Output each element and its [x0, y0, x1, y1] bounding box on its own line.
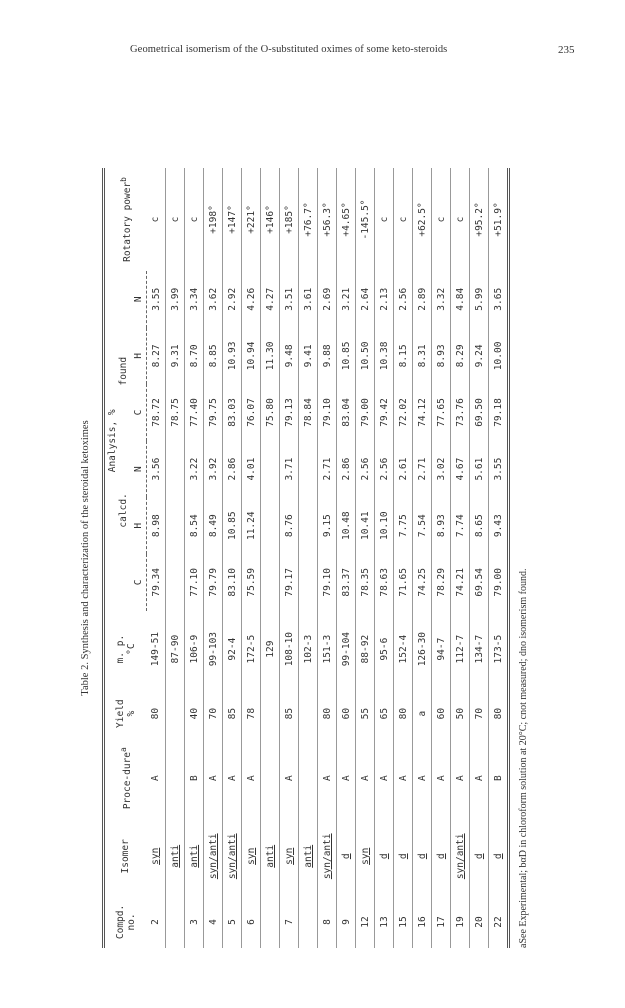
cell-proc: A — [416, 775, 428, 782]
cell-cN: 2.56 — [378, 457, 390, 481]
cell-mp: 88-92 — [359, 634, 371, 664]
cell-no: 7 — [283, 919, 295, 925]
cell-proc: A — [340, 775, 352, 782]
cell-mp: 112-7 — [454, 634, 466, 664]
cell-no: 6 — [245, 919, 257, 925]
cell-proc — [299, 740, 318, 817]
cell-cC — [299, 554, 318, 611]
table-caption: Table 2. Synthesis and characterization of the steroidal ketoximes — [80, 420, 91, 696]
cell-mp: 99-104 — [340, 631, 352, 667]
cell-no: 20 — [473, 916, 485, 928]
cell-cH: 10.85 — [226, 511, 238, 541]
cell-fN: 2.69 — [321, 287, 333, 311]
cell-cN: 2.71 — [321, 457, 333, 481]
cell-cH: 8.93 — [435, 514, 447, 538]
header-calcd-c: C — [131, 554, 147, 611]
cell-cN — [166, 441, 185, 498]
cell-mp: 87-90 — [166, 611, 185, 688]
cell-no: 12 — [359, 916, 371, 928]
cell-fH: 8.15 — [397, 344, 409, 368]
cell-cC: 74.25 — [416, 568, 428, 597]
cell-yield: a — [416, 710, 428, 717]
cell-cN: 3.92 — [207, 457, 219, 481]
cell-isomer: d — [378, 853, 390, 860]
cell-cN: 3.55 — [492, 457, 504, 481]
cell-cC — [261, 554, 280, 611]
cell-fN: 3.99 — [166, 271, 185, 328]
cell-fH: 8.70 — [188, 344, 200, 368]
cell-cC: 79.00 — [492, 568, 504, 597]
cell-mp: 126-30 — [416, 631, 428, 667]
cell-yield: 85 — [226, 707, 238, 720]
cell-fN: 2.13 — [378, 287, 390, 311]
table-row — [337, 168, 356, 948]
cell-no: 4 — [207, 919, 219, 925]
table-row — [451, 168, 470, 948]
cell-cH: 7.54 — [416, 514, 428, 538]
cell-proc: A — [245, 775, 257, 782]
cell-cN — [299, 441, 318, 498]
cell-cH: 7.75 — [397, 514, 409, 538]
cell-fH: 8.93 — [435, 344, 447, 368]
cell-fC: 72.02 — [397, 398, 409, 427]
cell-yield: 40 — [188, 707, 200, 720]
cell-fH: 10.50 — [359, 341, 371, 371]
table-row — [413, 168, 432, 948]
cell-mp: 106-9 — [188, 634, 200, 664]
rotated-table-block — [80, 168, 550, 948]
table-row — [242, 168, 261, 948]
cell-fN: 2.64 — [359, 287, 371, 311]
cell-yield: 70 — [207, 707, 219, 720]
header-calcd-h: H — [131, 497, 147, 554]
cell-yield: 80 — [397, 707, 409, 720]
cell-rot: +62.5° — [416, 202, 428, 237]
cell-cC: 79.34 — [150, 568, 162, 597]
cell-cC: 77.10 — [188, 568, 200, 597]
header-mp: m. p. °C — [114, 634, 137, 664]
cell-fN: 3.62 — [207, 287, 219, 311]
cell-mp: 152-4 — [397, 634, 409, 664]
cell-no: 9 — [340, 919, 352, 925]
cell-fN: 2.56 — [397, 287, 409, 311]
cell-fC: 77.40 — [188, 398, 200, 427]
cell-fH: 10.93 — [226, 341, 238, 371]
cell-isomer: d — [473, 853, 485, 860]
table-row — [432, 168, 451, 948]
cell-rot: +95.2° — [473, 202, 485, 237]
cell-fC: 83.03 — [226, 398, 238, 427]
cell-fH: 10.94 — [245, 341, 257, 371]
header-found-c: C — [131, 384, 147, 441]
cell-fH: 10.85 — [340, 341, 352, 371]
cell-fC: 77.65 — [435, 398, 447, 427]
cell-no: 15 — [397, 916, 409, 928]
cell-no: 5 — [226, 919, 238, 925]
cell-rot: c — [166, 168, 185, 271]
cell-mp: 149-51 — [150, 631, 162, 667]
table-footnote: aSee Experimental; bαD in chloroform solution at 20°C; cnot measured; dno isomerism found. — [518, 568, 529, 948]
cell-mp: 134-7 — [473, 634, 485, 664]
cell-cC: 79.10 — [321, 568, 333, 597]
cell-cC: 78.63 — [378, 568, 390, 597]
cell-cC — [166, 554, 185, 611]
cell-yield: 50 — [454, 707, 466, 720]
cell-proc: A — [378, 775, 390, 782]
cell-no: 8 — [321, 919, 333, 925]
cell-yield: 65 — [378, 707, 390, 720]
table-row — [185, 168, 204, 948]
cell-fC: 79.13 — [283, 398, 295, 427]
cell-cN: 2.71 — [416, 457, 428, 481]
cell-isomer: syn — [150, 847, 162, 865]
cell-cH: 10.10 — [378, 511, 390, 541]
cell-cH: 10.48 — [340, 511, 352, 541]
cell-fN: 3.61 — [299, 271, 318, 328]
cell-proc: A — [207, 775, 219, 782]
cell-cN: 2.61 — [397, 457, 409, 481]
cell-isomer: d — [397, 853, 409, 860]
cell-fC: 79.10 — [321, 398, 333, 427]
cell-mp: 94-7 — [435, 637, 447, 661]
cell-cN: 5.61 — [473, 457, 485, 481]
cell-cN: 3.71 — [283, 457, 295, 481]
cell-cC: 78.29 — [435, 568, 447, 597]
cell-no: 17 — [435, 916, 447, 928]
cell-cC: 71.65 — [397, 568, 409, 597]
page-number: 235 — [558, 44, 575, 56]
cell-no: 3 — [188, 919, 200, 925]
cell-cC: 83.10 — [226, 568, 238, 597]
cell-cN: 3.22 — [188, 457, 200, 481]
table-row — [299, 168, 318, 948]
table-row — [470, 168, 489, 948]
header-procedure: Proce-dure$^a$ — [118, 747, 133, 810]
cell-cN — [261, 441, 280, 498]
cell-fN: 4.27 — [261, 271, 280, 328]
cell-rot: +146° — [261, 168, 280, 271]
cell-cN: 2.86 — [340, 457, 352, 481]
cell-fH: 8.31 — [416, 344, 428, 368]
cell-fC: 75.80 — [261, 384, 280, 441]
table-row — [204, 168, 223, 948]
cell-yield: 70 — [473, 707, 485, 720]
cell-fN: 4.84 — [454, 287, 466, 311]
cell-proc: A — [283, 775, 295, 782]
cell-no — [299, 896, 318, 948]
cell-isomer: syn — [245, 847, 257, 865]
cell-fC: 78.72 — [150, 398, 162, 427]
cell-no: 2 — [150, 919, 162, 925]
cell-fN: 5.99 — [473, 287, 485, 311]
cell-fC: 76.07 — [245, 398, 257, 427]
cell-proc: A — [397, 775, 409, 782]
cell-fC: 79.18 — [492, 398, 504, 427]
cell-yield: 60 — [435, 707, 447, 720]
cell-rot: +56.3° — [321, 202, 333, 237]
table-row — [375, 168, 394, 948]
cell-isomer: anti — [188, 844, 200, 868]
cell-rot: +198° — [207, 205, 219, 234]
cell-mp: 108-10 — [283, 631, 295, 667]
cell-fC: 74.12 — [416, 398, 428, 427]
cell-fC: 79.42 — [378, 398, 390, 427]
cell-fC: 78.84 — [299, 384, 318, 441]
cell-cN: 3.02 — [435, 457, 447, 481]
table-row — [489, 168, 509, 948]
cell-fH: 8.27 — [150, 344, 162, 368]
cell-rot: +221° — [245, 205, 257, 234]
cell-yield: 78 — [245, 707, 257, 720]
cell-mp: 172-5 — [245, 634, 257, 664]
cell-cN: 3.56 — [150, 457, 162, 481]
cell-cH: 7.74 — [454, 514, 466, 538]
cell-fH: 8.85 — [207, 344, 219, 368]
cell-cH — [166, 497, 185, 554]
ketoxime-table — [102, 168, 510, 948]
cell-fN: 3.21 — [340, 287, 352, 311]
cell-fH: 9.24 — [473, 344, 485, 368]
cell-proc: A — [226, 775, 238, 782]
cell-mp: 92-4 — [226, 637, 238, 661]
cell-fC: 69.50 — [473, 398, 485, 427]
cell-fC: 78.75 — [166, 384, 185, 441]
cell-cC: 78.35 — [359, 568, 371, 597]
cell-rot: +147° — [226, 205, 238, 234]
cell-cN: 4.67 — [454, 457, 466, 481]
cell-no — [261, 896, 280, 948]
cell-cC: 69.54 — [473, 568, 485, 597]
cell-cH: 11.24 — [245, 511, 257, 541]
cell-fN: 2.89 — [416, 287, 428, 311]
cell-proc: B — [188, 775, 200, 782]
cell-yield — [261, 688, 280, 740]
cell-cC: 74.21 — [454, 568, 466, 597]
cell-mp: 151-3 — [321, 634, 333, 664]
cell-isomer: syn/anti — [226, 833, 238, 880]
cell-rot: +4.65° — [340, 202, 352, 237]
cell-no: 16 — [416, 916, 428, 928]
cell-isomer: anti — [261, 817, 280, 896]
header-row-1 — [104, 168, 132, 948]
cell-cN: 2.86 — [226, 457, 238, 481]
cell-isomer: anti — [299, 817, 318, 896]
cell-isomer: d — [416, 853, 428, 860]
cell-fN: 2.92 — [226, 287, 238, 311]
cell-yield — [299, 688, 318, 740]
cell-cH: 9.15 — [321, 514, 333, 538]
cell-cC: 83.37 — [340, 568, 352, 597]
table-row — [318, 168, 337, 948]
table-row — [356, 168, 375, 948]
cell-proc: A — [435, 775, 447, 782]
cell-yield: 60 — [340, 707, 352, 720]
cell-cH: 8.49 — [207, 514, 219, 538]
cell-fH: 10.00 — [492, 341, 504, 371]
cell-cH: 10.41 — [359, 511, 371, 541]
header-yield: Yield % — [114, 699, 137, 728]
table-row — [147, 168, 166, 948]
cell-fH: 11.30 — [261, 328, 280, 385]
cell-fC: 73.76 — [454, 398, 466, 427]
cell-fH: 10.38 — [378, 341, 390, 371]
table-row — [261, 168, 280, 948]
cell-cH: 8.54 — [188, 514, 200, 538]
cell-proc: A — [454, 775, 466, 782]
cell-mp: 99-103 — [207, 631, 219, 667]
cell-fH: 9.41 — [299, 328, 318, 385]
header-found-n: N — [131, 271, 147, 328]
cell-fN: 3.55 — [150, 287, 162, 311]
cell-yield: 80 — [150, 707, 162, 720]
cell-fN: 3.65 — [492, 287, 504, 311]
header-calcd-n: N — [131, 441, 147, 498]
cell-rot: c — [150, 216, 162, 223]
cell-rot: c — [397, 216, 409, 223]
header-isomer: Isomer — [120, 839, 132, 874]
table-body — [147, 168, 509, 948]
cell-proc: A — [473, 775, 485, 782]
cell-cH — [261, 497, 280, 554]
cell-rot: c — [435, 216, 447, 223]
cell-isomer: syn — [359, 847, 371, 865]
cell-no: 13 — [378, 916, 390, 928]
cell-rot: +185° — [283, 205, 295, 234]
cell-mp: 129 — [261, 611, 280, 688]
cell-fN: 3.51 — [283, 287, 295, 311]
cell-proc: A — [359, 775, 371, 782]
cell-proc: A — [321, 775, 333, 782]
cell-isomer: syn/anti — [454, 833, 466, 880]
cell-rot: +51.9° — [492, 202, 504, 237]
cell-isomer: d — [340, 853, 352, 860]
cell-mp: 102-3 — [299, 611, 318, 688]
cell-fH: 9.88 — [321, 344, 333, 368]
table-row — [280, 168, 299, 948]
cell-fC: 83.04 — [340, 398, 352, 427]
cell-cH: 9.43 — [492, 514, 504, 538]
cell-cH: 8.98 — [150, 514, 162, 538]
header-analysis: Analysis, % calcd. found — [107, 356, 129, 528]
cell-yield: 85 — [283, 707, 295, 720]
cell-rot: c — [454, 216, 466, 223]
cell-no — [166, 896, 185, 948]
cell-proc: A — [150, 775, 162, 782]
table-row — [394, 168, 413, 948]
cell-proc — [261, 740, 280, 817]
cell-isomer: syn/anti — [207, 833, 219, 880]
cell-fH: 9.48 — [283, 344, 295, 368]
cell-cH: 8.65 — [473, 514, 485, 538]
cell-yield: 80 — [321, 707, 333, 720]
cell-cC: 79.79 — [207, 568, 219, 597]
cell-proc: B — [492, 775, 504, 782]
table-row — [166, 168, 185, 948]
cell-isomer: d — [492, 853, 504, 860]
cell-cH: 8.76 — [283, 514, 295, 538]
header-compd: Compd. no. — [114, 904, 137, 940]
cell-isomer: anti — [166, 817, 185, 896]
cell-fN: 4.26 — [245, 287, 257, 311]
running-title: Geometrical isomerism of the O-substituted oximes of some keto-steroids — [130, 44, 448, 55]
cell-isomer: d — [435, 853, 447, 860]
cell-isomer: syn — [283, 847, 295, 865]
cell-fH: 9.31 — [166, 328, 185, 385]
cell-cN: 4.01 — [245, 457, 257, 481]
cell-no: 22 — [492, 916, 504, 928]
cell-mp: 95-6 — [378, 637, 390, 661]
cell-cC: 79.17 — [283, 568, 295, 597]
cell-cC: 75.59 — [245, 568, 257, 597]
header-rotatory: Rotatory power$^b$ — [118, 177, 133, 262]
cell-rot: +76.7° — [299, 168, 318, 271]
cell-fN: 3.32 — [435, 287, 447, 311]
table-row — [223, 168, 242, 948]
cell-fC: 79.00 — [359, 398, 371, 427]
cell-yield: 80 — [492, 707, 504, 720]
cell-cH — [299, 497, 318, 554]
cell-mp: 173-5 — [492, 634, 504, 664]
cell-yield — [166, 688, 185, 740]
cell-rot: c — [378, 216, 390, 223]
header-found-h: H — [131, 328, 147, 385]
cell-no: 19 — [454, 916, 466, 928]
cell-rot: -145.5° — [359, 199, 371, 240]
cell-cN: 2.56 — [359, 457, 371, 481]
cell-fC: 79.75 — [207, 398, 219, 427]
cell-proc — [166, 740, 185, 817]
cell-rot: c — [188, 216, 200, 223]
cell-fN: 3.34 — [188, 287, 200, 311]
cell-isomer: syn/anti — [321, 833, 333, 880]
cell-yield: 55 — [359, 707, 371, 720]
cell-fH: 8.29 — [454, 344, 466, 368]
